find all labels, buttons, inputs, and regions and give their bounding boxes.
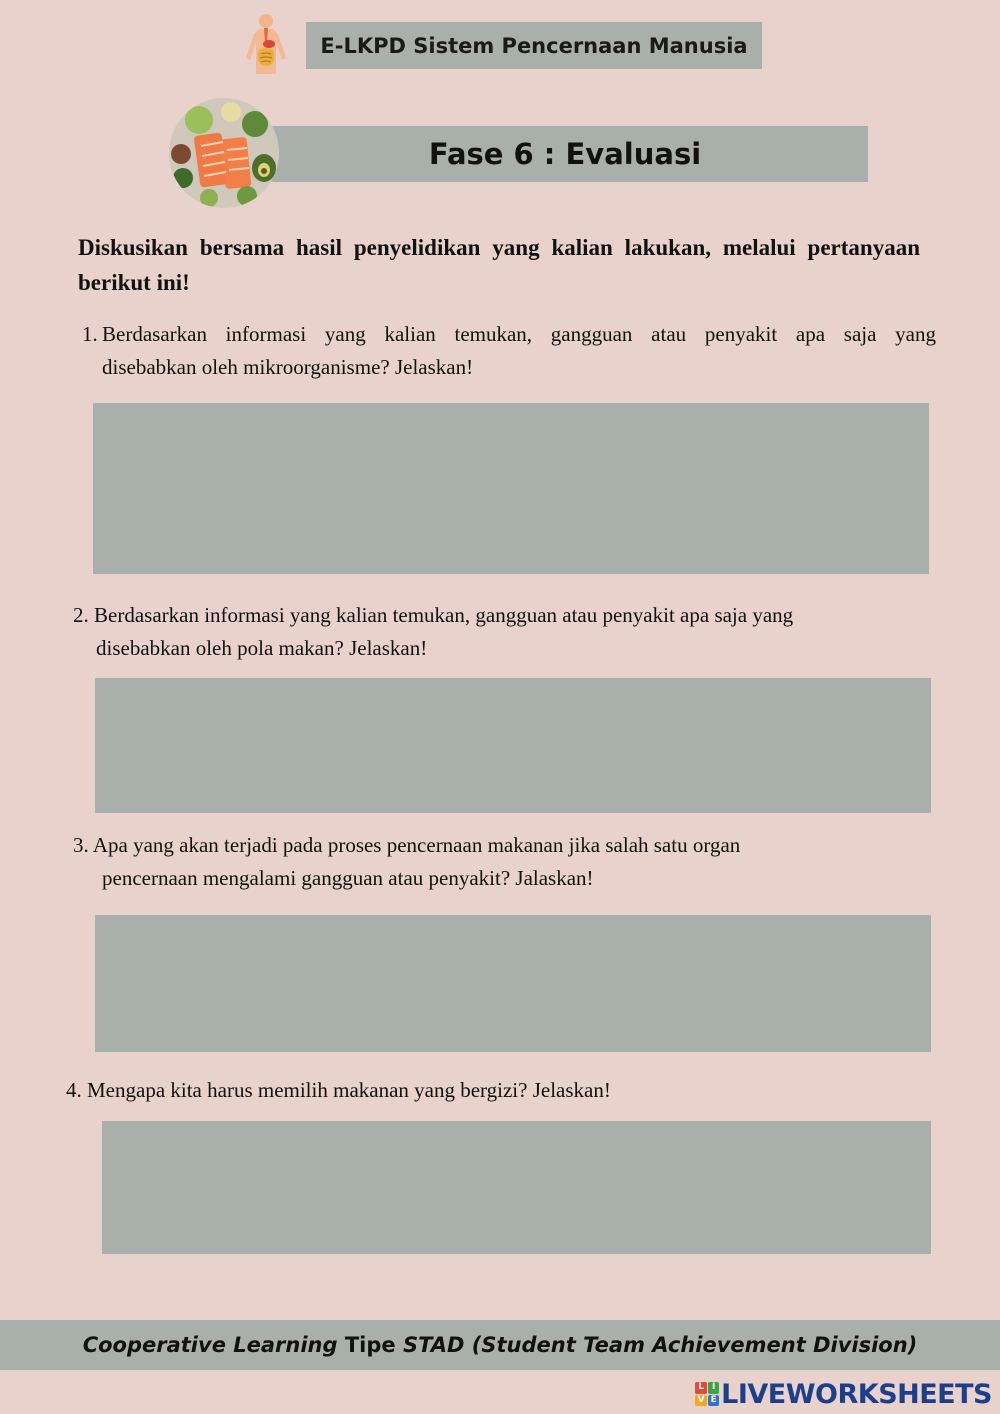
question-text-line1: Berdasarkan informasi yang kalian temukan, gangguan atau penyakit apa saja yang [102, 322, 936, 346]
question-2 [73, 599, 893, 665]
digestive-system-icon [236, 12, 296, 78]
question-text-line1: Berdasarkan informasi yang kalian temukan, gangguan atau penyakit apa saja yang [94, 603, 794, 627]
answer-box-2[interactable] [95, 678, 931, 813]
liveworksheets-logo-icon: L I V E [695, 1382, 719, 1406]
question-3 [73, 829, 893, 895]
worksheet-title-text: E-LKPD Sistem Pencernaan Manusia [320, 33, 748, 58]
question-4 [66, 1074, 886, 1107]
question-number: 3. [73, 833, 89, 857]
footer-type-label: Tipe [337, 1333, 403, 1357]
liveworksheets-name: LIVEWORKSHEETS [721, 1378, 992, 1410]
phase-title: Fase 6 : Evaluasi [428, 137, 702, 171]
footer-banner [0, 1320, 1000, 1370]
question-text-line1: Apa yang akan terjadi pada proses pencernaan makanan jika salah satu organ [92, 833, 741, 857]
footer-method: Cooperative Learning [82, 1333, 338, 1357]
question-number: 2. [73, 603, 89, 627]
worksheet-title [306, 22, 762, 69]
footer-stad: STAD (Student Team Achievement Division) [402, 1333, 918, 1357]
instruction-text: Diskusikan bersama hasil penyelidikan yang kalian lakukan, melalui pertanyaan berikut ini! [78, 235, 920, 295]
question-number: 1. [82, 322, 98, 346]
phase-banner [262, 126, 868, 182]
question-text-line1: Mengapa kita harus memilih makanan yang bergizi? Jelaskan! [87, 1078, 611, 1102]
question-text-line2: pencernaan mengalami gangguan atau penyakit? Jalaskan! [102, 866, 594, 890]
answer-box-1[interactable] [93, 403, 929, 574]
question-text-line2: disebabkan oleh mikroorganisme? Jelaskan! [102, 355, 474, 379]
healthy-food-photo [169, 98, 279, 208]
liveworksheets-logo[interactable] [695, 1378, 992, 1410]
answer-box-4[interactable] [102, 1121, 931, 1254]
question-number: 4. [66, 1078, 82, 1102]
answer-box-3[interactable] [95, 915, 931, 1052]
question-1 [82, 318, 936, 384]
question-text-line2: disebabkan oleh pola makan? Jelaskan! [96, 636, 428, 660]
